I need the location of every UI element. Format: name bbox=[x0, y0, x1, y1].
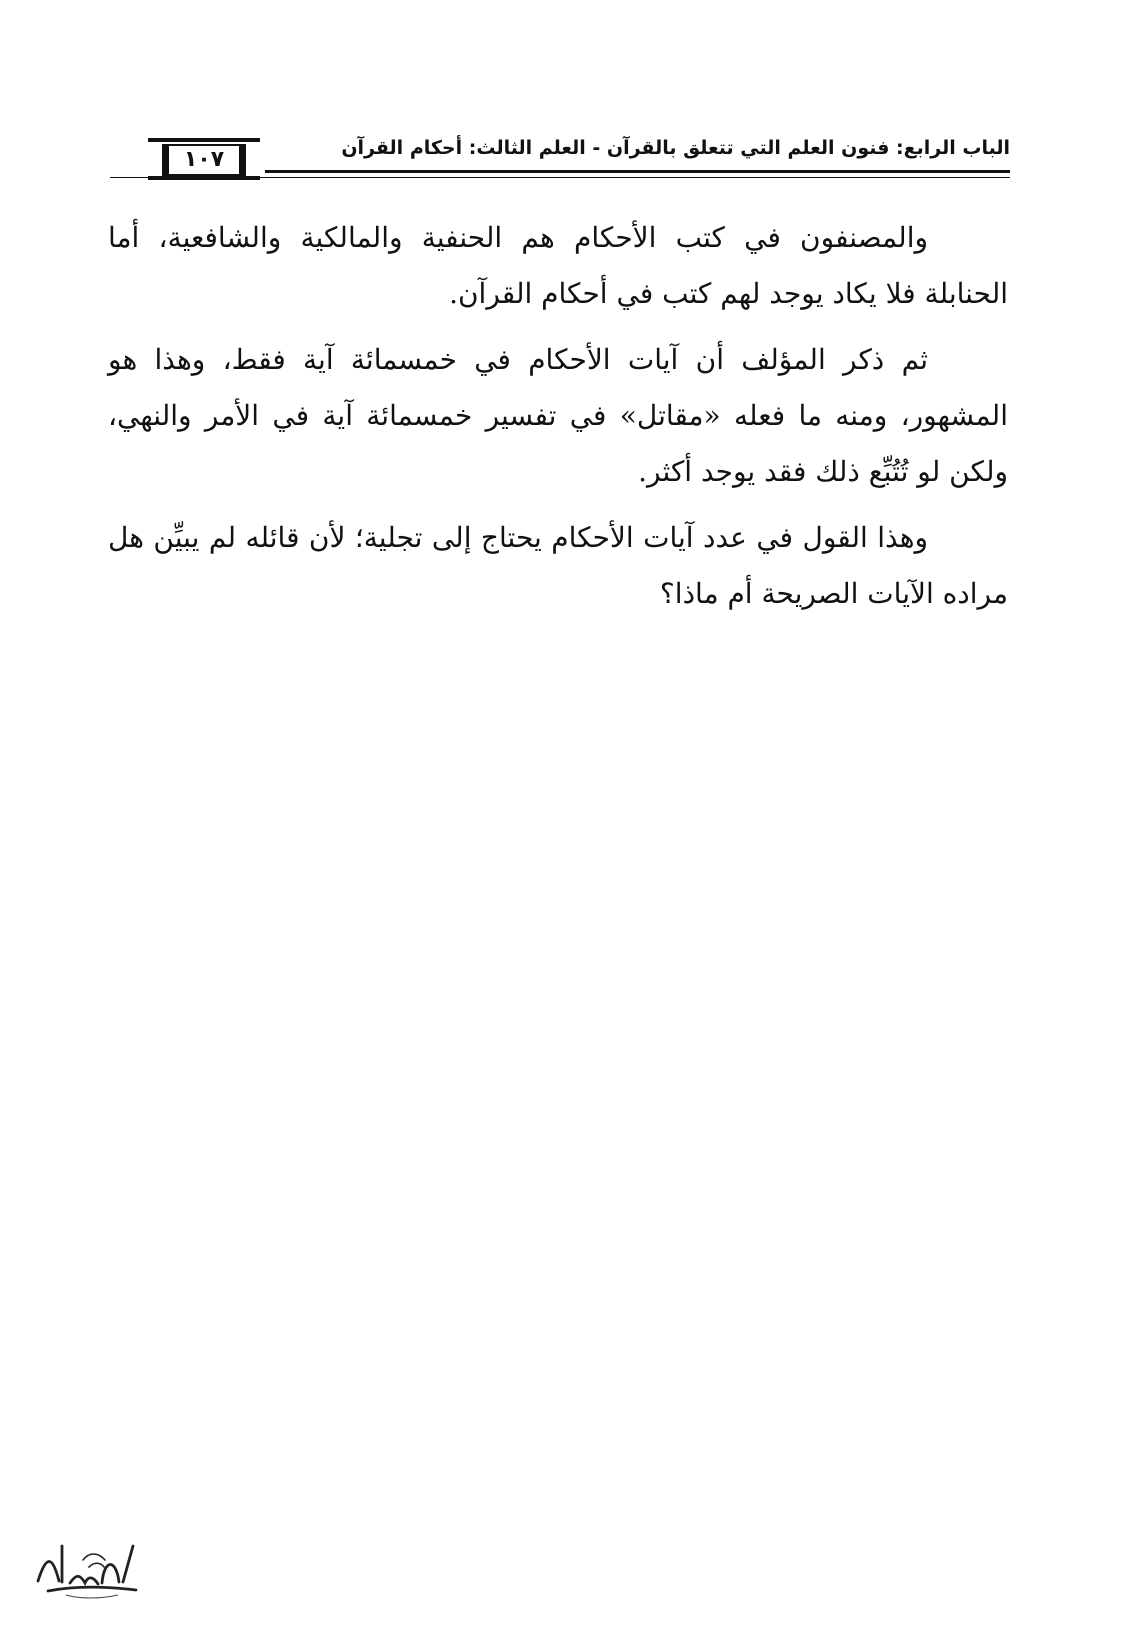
page-number: ١٠٧ bbox=[183, 147, 225, 172]
main-text bbox=[108, 210, 1008, 632]
paragraph: ثم ذكر المؤلف أن آيات الأحكام في خمسمائة آية فقط، وهذا هو المشهور، ومنه ما فعله «مقاتل» في تفسير خمسمائة آية في الأمر والنهي، ولكن لو تُتُبِّع ذلك فقد يوجد أكثر. bbox=[108, 343, 1008, 488]
publisher-logo bbox=[28, 1536, 146, 1606]
running-header bbox=[110, 128, 1010, 188]
paragraph: والمصنفون في كتب الأحكام هم الحنفية والمالكية والشافعية، أما الحنابلة فلا يكاد يوجد لهم كتب في أحكام القرآن. bbox=[108, 221, 1008, 310]
header-rule-thick bbox=[265, 170, 1010, 173]
calligraphy-logo-icon bbox=[28, 1536, 146, 1606]
page-number-cap-bottom bbox=[148, 176, 260, 180]
page-number-box bbox=[162, 144, 246, 176]
page-number-frame bbox=[148, 138, 260, 180]
chapter-title: الباب الرابع: فنون العلم التي تتعلق بالقرآن - العلم الثالث: أحكام القرآن bbox=[341, 137, 1010, 159]
page-number-cap-top bbox=[148, 138, 260, 142]
paragraph: وهذا القول في عدد آيات الأحكام يحتاج إلى تجلية؛ لأن قائله لم يبيِّن هل مراده الآيات الصريحة أم ماذا؟ bbox=[108, 521, 1008, 610]
